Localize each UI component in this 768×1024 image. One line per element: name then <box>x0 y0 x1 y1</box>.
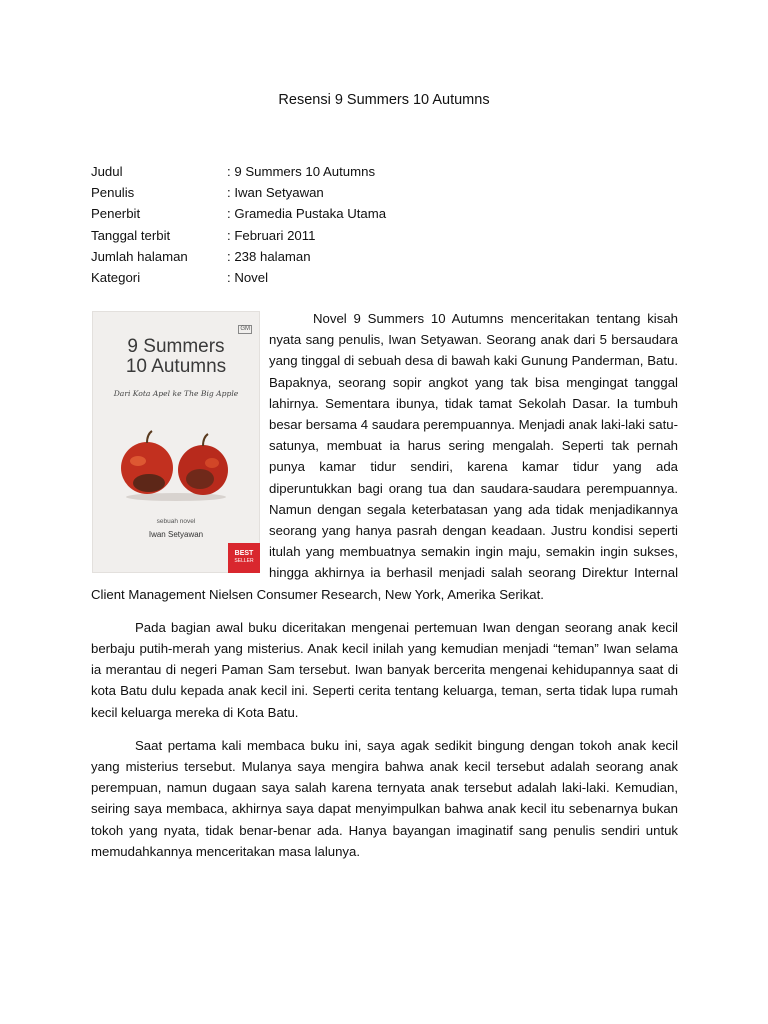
cover-subtitle: Dari Kota Apel ke The Big Apple <box>113 389 239 398</box>
paragraph-2: Pada bagian awal buku diceritakan mengenai pertemuan Iwan dengan seorang anak kecil berbaju putih-merah yang misterius. Anak kecil inilah yang kemudian menjadi “teman” Iwan selama ia merantau di negeri Paman Sam tersebut. Iwan banyak bercerita mengenai kehidupannya saat di kota Batu dulu kepada anak kecil ini. Seperti cerita tentang keluarga, teman, serta tidak lupa rumah kecil keluarga mereka di Kota Batu. <box>91 619 678 720</box>
info-value: : 9 Summers 10 Autumns <box>227 161 375 182</box>
info-value: : Iwan Setyawan <box>227 182 324 203</box>
info-label: Penulis <box>91 185 135 201</box>
page-title: Resensi 9 Summers 10 Autumns <box>278 92 490 108</box>
paragraph-3: Saat pertama kali membaca buku ini, saya agak sedikit bingung dengan tokoh anak kecil yang misterius tersebut. Mulanya saya mengira bahwa anak kecil tersebut adalah seorang anak perempuan, namun dugaan saya salah karena ternyata anak tersebut adalah laki-laki. Kemudian, seiring saya membaca, akhirnya saya dapat menyimpulkan bahwa anak kecil itu sebenarnya bukan tokoh yang nyata, tidak benar-benar ada. Hanya bayangan imaginatif sang penulis sendiri untuk memudahkannya menceritakan masa lalunya. <box>91 737 678 859</box>
info-value: : Gramedia Pustaka Utama <box>227 203 386 224</box>
cover-author: Iwan Setyawan <box>148 530 204 539</box>
cover-title: 9 Summers 10 Autumns <box>125 336 227 377</box>
info-row-judul <box>91 161 386 182</box>
info-row-kategori <box>91 267 386 288</box>
apples-illustration <box>116 423 236 503</box>
review-body <box>91 308 678 874</box>
book-cover-image <box>92 311 260 573</box>
info-row-penulis <box>91 182 386 203</box>
paragraph-1: Novel 9 Summers 10 Autumns menceritakan tentang kisah nyata sang penulis, Iwan Setyawan. Seorang anak dari 5 bersaudara yang tinggal di sebuah desa di bawah kaki Gunung Panderman, Batu. Bapaknya, seorang sopir angkot yang tak bisa mengingat tanggal lahirnya. Sementara ibunya, tidak tamat Sekolah Dasar. Ia tumbuh besar bersama 4 saudara perempuannya. Menjadi anak laki-laki satu-satunya, membuat ia harus sering mengalah. Seperti tak pernah punya kamar tidur sendiri, karena kamar tidur yang ada diperuntukkan bagi orang tua dan saudara-saudara perempuannya. Namun dengan segala keterbatasan yang ada tidak menjadikannya seorang yang hanya pasrah dengan keadaan. Justru kondisi seperti itulah yang membuatnya semakin ingin maju, semakin ingin sukses, hingga akhirnya ia berhasil menjadi salah seorang Direktur Internal Client Management Nielsen Consumer Research, New York, Amerika Serikat. <box>91 311 678 602</box>
info-value: : 238 halaman <box>227 246 311 267</box>
info-label: Jumlah halaman <box>91 248 188 264</box>
info-label: Kategori <box>91 269 141 285</box>
info-value: : Novel <box>227 267 268 288</box>
book-info-table <box>91 161 386 288</box>
info-label: Tanggal terbit <box>91 227 171 243</box>
publisher-logo: GM <box>240 326 250 332</box>
info-label: Penerbit <box>91 206 141 222</box>
best-seller-badge: BEST SELLER <box>228 543 260 573</box>
cover-genre: sebuah novel <box>156 518 196 525</box>
info-row-penerbit <box>91 203 386 224</box>
info-label: Judul <box>91 164 123 179</box>
info-row-tanggal-terbit <box>91 225 386 246</box>
info-row-jumlah-halaman <box>91 246 386 267</box>
info-value: : Februari 2011 <box>227 225 315 246</box>
